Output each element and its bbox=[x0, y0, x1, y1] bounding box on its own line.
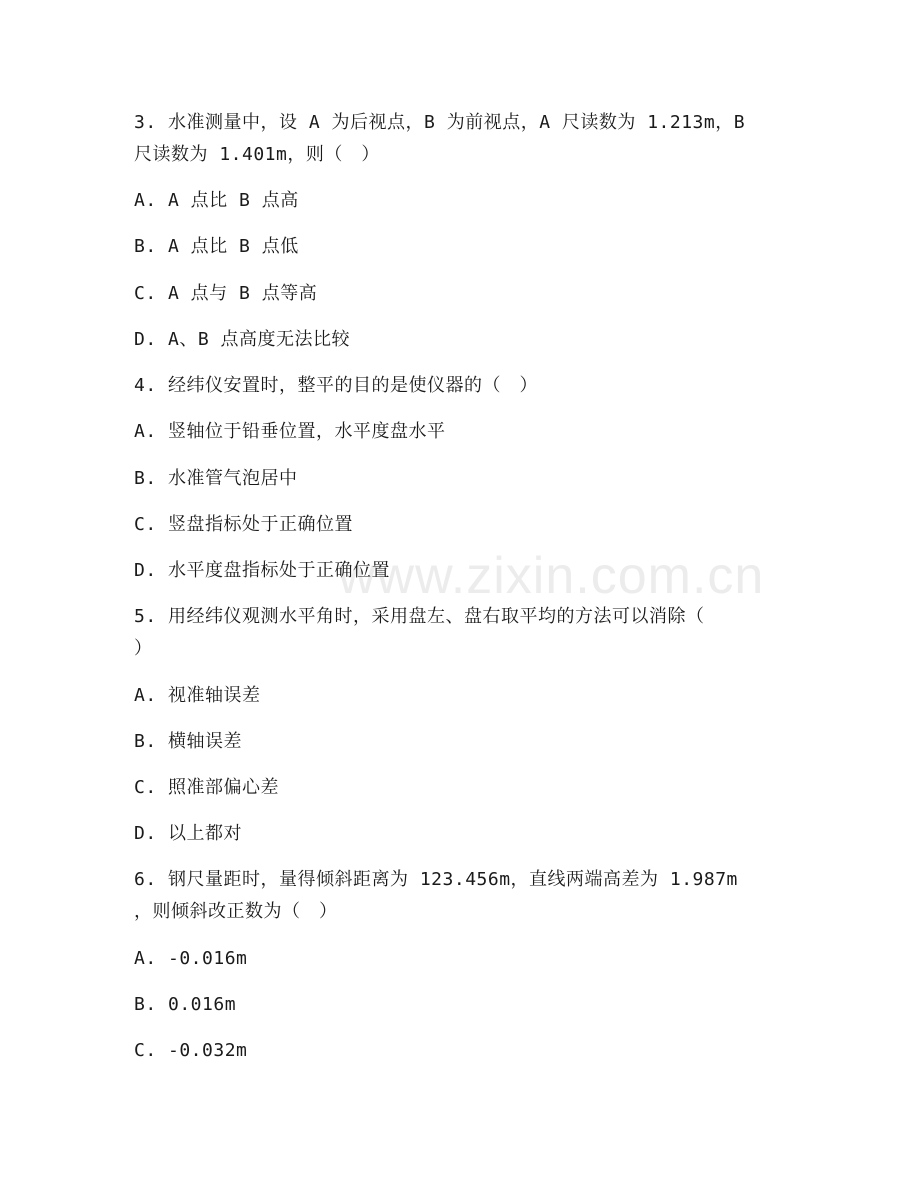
question-6-option-a: A. -0.016m bbox=[134, 948, 248, 969]
question-6-option-b: B. 0.016m bbox=[134, 994, 237, 1015]
question-5-option-a: A. 视准轴误差 bbox=[134, 685, 261, 706]
question-3-option-a: A. A 点比 B 点高 bbox=[134, 190, 299, 211]
question-4-option-d: D. 水平度盘指标处于正确位置 bbox=[134, 560, 391, 581]
watermark: www.zixin.com.cn bbox=[338, 547, 765, 605]
question-5-option-d: D. 以上都对 bbox=[134, 823, 243, 844]
question-3-option-c: C. A 点与 B 点等高 bbox=[134, 283, 318, 304]
question-5-option-b: B. 横轴误差 bbox=[134, 731, 243, 752]
question-6-option-c: C. -0.032m bbox=[134, 1040, 248, 1061]
question-5-option-c: C. 照准部偏心差 bbox=[134, 777, 280, 798]
question-3-stem-line-1: 3. 水准测量中，设 A 为后视点，B 为前视点，A 尺读数为 1.213m，B bbox=[134, 112, 746, 133]
question-4-stem-line-1: 4. 经纬仪安置时，整平的目的是使仪器的（ ） bbox=[134, 375, 539, 396]
question-5-stem-line-1: 5. 用经纬仪观测水平角时，采用盘左、盘右取平均的方法可以消除（ bbox=[134, 606, 705, 627]
question-5-stem-line-2: ） bbox=[134, 638, 153, 659]
question-3-stem-line-2: 尺读数为 1.401m，则（ ） bbox=[134, 144, 380, 165]
question-3-option-b: B. A 点比 B 点低 bbox=[134, 236, 299, 257]
question-4-option-a: A. 竖轴位于铅垂位置，水平度盘水平 bbox=[134, 421, 446, 442]
question-6-stem-line-1: 6. 钢尺量距时，量得倾斜距离为 123.456m，直线两端高差为 1.987m bbox=[134, 869, 738, 890]
question-6-stem-line-2: ，则倾斜改正数为（ ） bbox=[134, 901, 338, 922]
question-4-option-b: B. 水准管气泡居中 bbox=[134, 468, 298, 489]
question-3-option-d: D. A、B 点高度无法比较 bbox=[134, 329, 351, 350]
question-4-option-c: C. 竖盘指标处于正确位置 bbox=[134, 514, 354, 535]
